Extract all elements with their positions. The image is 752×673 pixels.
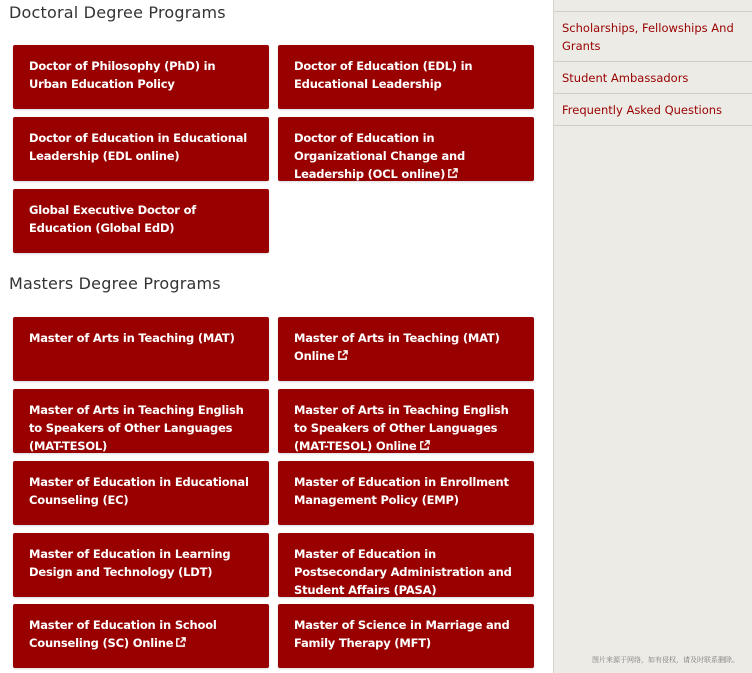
program-card-mat-tesol[interactable] xyxy=(13,389,269,453)
program-card-ocl-online[interactable] xyxy=(278,117,534,181)
program-card-ec[interactable] xyxy=(13,461,269,525)
program-card-ldt[interactable] xyxy=(13,533,269,597)
external-link-icon xyxy=(419,440,430,451)
program-card-label: Master of Arts in Teaching (MAT) xyxy=(29,331,235,345)
program-card-label: Master of Arts in Teaching English to Speakers of Other Languages (MAT-TESOL) xyxy=(29,403,244,453)
program-card-label: Master of Education in School Counseling (SC) Online xyxy=(29,618,217,650)
sidebar-item-scholarships[interactable]: Scholarships, Fellowships And Grants xyxy=(554,12,752,62)
program-card-label: Master of Science in Marriage and Family Therapy (MFT) xyxy=(294,618,510,650)
masters-section-title: Masters Degree Programs xyxy=(9,274,221,293)
sidebar-item-faq[interactable]: Frequently Asked Questions xyxy=(554,94,752,126)
program-card-label: Master of Education in Educational Counseling (EC) xyxy=(29,475,249,507)
program-card-label: Global Executive Doctor of Education (Global EdD) xyxy=(29,203,197,235)
watermark-text: 图片来源于网络，如有侵权，请及时联系删除。 xyxy=(592,656,739,664)
program-card-label: Master of Arts in Teaching (MAT) Online xyxy=(294,331,500,363)
sidebar-item-student-ambassadors[interactable]: Student Ambassadors xyxy=(554,62,752,94)
program-card-edl[interactable] xyxy=(278,45,534,109)
program-card-label: Doctor of Education (EDL) in Educational Leadership xyxy=(294,59,473,91)
program-card-label: Doctor of Education in Educational Leadership (EDL online) xyxy=(29,131,248,163)
doctoral-section-title: Doctoral Degree Programs xyxy=(9,3,226,22)
program-card-mat[interactable] xyxy=(13,317,269,381)
external-link-icon xyxy=(175,637,186,648)
program-card-emp[interactable] xyxy=(278,461,534,525)
external-link-icon xyxy=(337,350,348,361)
program-card-label: Doctor of Education in Organizational Change and Leadership (OCL online) xyxy=(294,131,466,181)
program-card-global-edd[interactable] xyxy=(13,189,269,253)
external-link-icon xyxy=(447,168,458,179)
program-card-mft[interactable] xyxy=(278,604,534,668)
program-card-pasa[interactable] xyxy=(278,533,534,597)
program-card-label: Doctor of Philosophy (PhD) in Urban Education Policy xyxy=(29,59,216,91)
sidebar-divider xyxy=(554,0,752,12)
program-card-label: Master of Education in Learning Design and Technology (LDT) xyxy=(29,547,231,579)
program-card-sc-online[interactable] xyxy=(13,604,269,668)
sidebar xyxy=(553,0,752,673)
program-card-label: Master of Education in Enrollment Management Policy (EMP) xyxy=(294,475,509,507)
program-card-mat-online[interactable] xyxy=(278,317,534,381)
program-card-mat-tesol-online[interactable] xyxy=(278,389,534,453)
program-card-label: Master of Education in Postsecondary Administration and Student Affairs (PASA) xyxy=(294,547,512,597)
program-card-label: Master of Arts in Teaching English to Speakers of Other Languages (MAT-TESOL) Online xyxy=(294,403,509,453)
program-card-phd-urban-education-policy[interactable] xyxy=(13,45,269,109)
program-card-edl-online[interactable] xyxy=(13,117,269,181)
